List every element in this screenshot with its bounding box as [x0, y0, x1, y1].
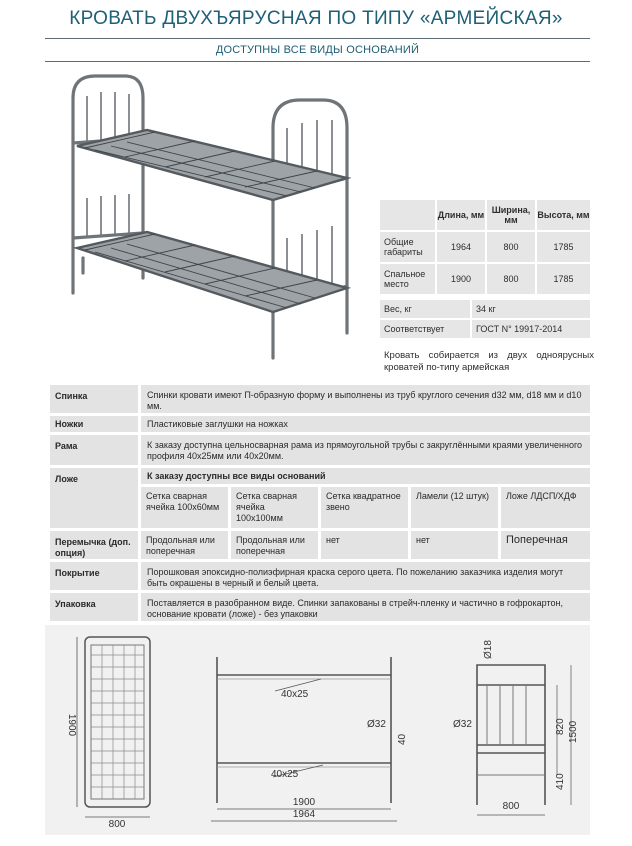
specs-row-label: Общие габариты — [380, 232, 435, 262]
height-upper-label: 820 — [555, 718, 566, 735]
row-peremychka — [50, 531, 590, 559]
pokrytie-text: Порошковая эпоксидно-полиэфирная краска серого цвета. По пожеланию заказчика изделия могут быть окрашены в черный и белый цвета. — [141, 562, 590, 590]
specs-row-standard — [380, 320, 590, 338]
rama-label: Рама — [50, 435, 138, 465]
specs-row-sleeping — [380, 264, 590, 294]
side-tube-d-label: Ø32 — [453, 719, 472, 730]
side-tube-top-label: Ø18 — [483, 640, 494, 659]
specs-cell: 800 — [487, 232, 535, 262]
spinka-label: Спинка — [50, 385, 138, 413]
specs-row-weight — [380, 300, 590, 318]
frame-lower-label: 40х25 — [271, 769, 299, 780]
specs-header-width: Ширина, мм — [487, 200, 535, 230]
peremychka-label: Перемычка (доп. опция) — [50, 531, 138, 559]
outer-length-label: 1964 — [292, 809, 316, 820]
side-view-drawing — [453, 640, 579, 815]
specs-header-row — [380, 200, 590, 230]
peremychka-value: Поперечная — [501, 531, 590, 559]
top-view-length-label: 1900 — [66, 713, 77, 737]
lozhe-option: Сетка сварная ячейка 100х60мм — [141, 487, 228, 528]
nozhki-label: Ножки — [50, 416, 138, 432]
specs-cell: 1900 — [437, 264, 485, 294]
lozhe-option: Сетка сварная ячейка 100х100мм — [231, 487, 318, 528]
row-upakovka — [50, 593, 590, 621]
peremychka-value: нет — [321, 531, 408, 559]
spinka-text: Спинки кровати имеют П-образную форму и выполнены из труб круглого сечения d32 мм, d18 мм и d10 мм. — [141, 385, 590, 413]
top-view-drawing — [66, 637, 150, 830]
inner-length-label: 1900 — [292, 797, 316, 808]
peremychka-value: Продольная или поперечная — [141, 531, 228, 559]
specs-row-label: Спальное место — [380, 264, 435, 294]
bunk-bed-image — [55, 68, 365, 378]
lozhe-option: Сетка квадратное звено — [321, 487, 408, 528]
upakovka-text: Поставляется в разобранном виде. Спинки запакованы в стрейч-пленку и частично в гофрокартон, основание кровати (ложе) - без упаковки — [141, 593, 590, 621]
specs-cell: 800 — [487, 264, 535, 294]
specs-cell: 1785 — [537, 232, 590, 262]
assembly-note-line2: кроватей по-типу армейская — [384, 362, 510, 373]
specs-header-height: Высота, мм — [537, 200, 590, 230]
peremychka-value: нет — [411, 531, 498, 559]
row-spinka — [50, 385, 590, 413]
specs-cell: 1785 — [537, 264, 590, 294]
row-pokrytie — [50, 562, 590, 590]
row-lozhe — [50, 468, 590, 528]
weight-label: Вес, кг — [380, 300, 470, 318]
upakovka-label: Упаковка — [50, 593, 138, 621]
subtitle: ДОСТУПНЫ ВСЕ ВИДЫ ОСНОВАНИЙ — [215, 44, 420, 56]
side-width-label: 800 — [502, 801, 520, 812]
tube-d-label: Ø32 — [367, 719, 386, 730]
subtitle-bar — [45, 38, 590, 62]
front-view-drawing — [211, 657, 408, 821]
technical-drawings — [45, 625, 590, 835]
pokrytie-label: Покрытие — [50, 562, 138, 590]
standard-label: Соответствует — [380, 320, 470, 338]
weight-value: 34 кг — [472, 300, 590, 318]
nozhki-text: Пластиковые заглушки на ножках — [141, 416, 590, 432]
rama-text: К заказу доступна цельносварная рама из прямоугольной трубы с закруглёнными краями увеличенного профиля 40х25мм или 40х20мм. — [141, 435, 590, 465]
specs-header-length: Длина, мм — [437, 200, 485, 230]
row-rama — [50, 435, 590, 465]
drawings-svg — [45, 625, 590, 835]
lozhe-option: Ложе ЛДСП/ХДФ — [501, 487, 590, 528]
lozhe-option: Ламели (12 штук) — [411, 487, 498, 528]
specs-cell: 1964 — [437, 232, 485, 262]
height-total-label: 1500 — [568, 720, 579, 743]
specs-row-overall — [380, 232, 590, 262]
standard-value: ГОСТ N° 19917-2014 — [472, 320, 590, 338]
height-lower-label: 410 — [555, 773, 566, 790]
row-nozhki — [50, 416, 590, 432]
lozhe-label: Ложе — [50, 468, 138, 528]
frame-upper-label: 40х25 — [281, 689, 309, 700]
peremychka-value: Продольная или поперечная — [231, 531, 318, 559]
gap-label: 40 — [397, 733, 408, 745]
specs-corner-cell — [380, 200, 435, 230]
top-view-width-label: 800 — [108, 819, 126, 830]
lozhe-text: К заказу доступны все виды оснований — [141, 468, 590, 484]
assembly-note-line1: Кровать собирается из двух одноярусных — [384, 350, 594, 361]
page-title: КРОВАТЬ ДВУХЪЯРУСНАЯ ПО ТИПУ «АРМЕЙСКАЯ» — [69, 8, 563, 29]
